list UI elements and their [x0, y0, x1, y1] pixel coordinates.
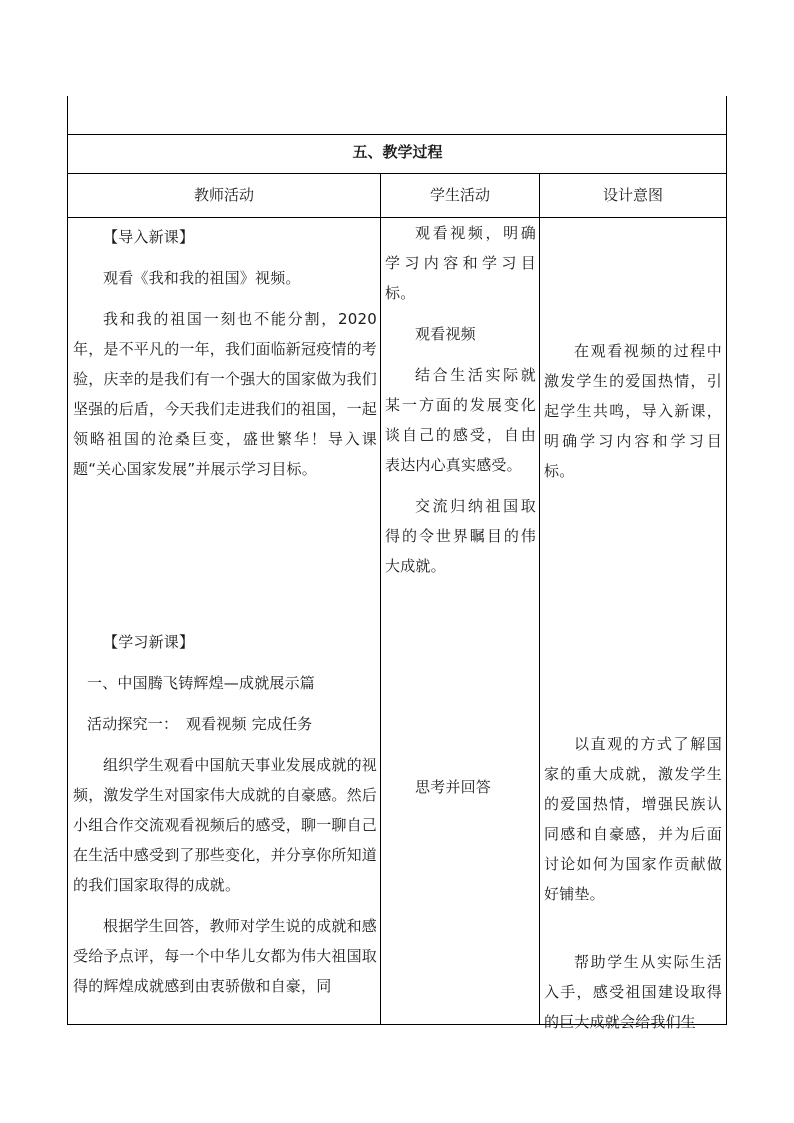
teacher-activity-cell: [73, 222, 377, 1012]
student-watch-video-2: 观看视频: [415, 325, 476, 343]
teacher-intro-video: 观看《我和我的祖国》视频。: [103, 269, 301, 287]
teacher-new-lesson-heading: 【学习新课】: [103, 633, 195, 651]
design-intent-cell: [544, 336, 722, 1048]
student-summarize: 交流归纳祖国取得的令世界瞩目的伟大成就。: [385, 497, 536, 575]
header-design-intent: 设计意图: [602, 186, 663, 204]
table-rule-top: [67, 134, 727, 135]
teacher-intro-heading: 【导入新课】: [103, 228, 195, 246]
student-watch-video: 观看视频，明确学习内容和学习目标。: [385, 224, 536, 302]
teacher-section-one-title: 一、中国腾飞铸辉煌—成就展示篇: [87, 674, 316, 692]
header-student-activity: 学生活动: [429, 186, 490, 204]
design-intent-1: 在观看视频的过程中激发学生的爱国热情，引起学生共鸣，导入新课，明确学习内容和学习目标。: [544, 342, 722, 480]
column-divider-1: [380, 173, 381, 1025]
student-discuss: 结合生活实际就某一方面的发展变化谈自己的感受，自由表达内心真实感受。: [385, 366, 536, 474]
section-title: 五、教学过程: [352, 143, 443, 161]
header-teacher-activity: 教师活动: [193, 186, 254, 204]
design-intent-2: 以直观的方式了解国家的重大成就，激发学生的爱国热情，增强民族认同感和自豪感，并为后面讨论如何为国家作贡献做好铺垫。: [544, 735, 722, 903]
table-right-border: [726, 96, 727, 1025]
teacher-feedback-paragraph: 根据学生回答，教师对学生说的成就和感受给予点评，每一个中华儿女都为伟大祖国取得的辉煌成就感到由衷骄傲和自豪，同: [73, 917, 378, 995]
student-activity-cell: [385, 218, 536, 813]
student-think-answer: 思考并回答: [415, 778, 492, 796]
column-divider-2: [539, 173, 540, 1025]
table-rule-title: [67, 173, 727, 174]
table-left-border: [67, 96, 68, 1025]
teacher-intro-paragraph: 我和我的祖国一刻也不能分割，2020年，是不平凡的一年，我们面临新冠疫情的考验，庆幸的是我们有一个强大的国家做为我们坚强的后盾，今天我们走进我们的祖国，一起领略祖国的沧桑巨变，盛世繁华！导入课题“关心国家发展”并展示学习目标。: [73, 310, 378, 478]
design-intent-3: 帮助学生从实际生活入手，感受祖国建设取得的巨大成就会给我们生: [544, 953, 722, 1031]
teacher-activity-one: 活动探究一： 观看视频 完成任务: [87, 715, 313, 733]
teacher-organize-paragraph: 组织学生观看中国航天事业发展成就的视频，激发学生对国家伟大成就的自豪感。然后小组合作交流观看视频后的感受，聊一聊自己在生活中感受到了那些变化，并分享你所知道的我们国家取得的成就。: [73, 756, 378, 894]
